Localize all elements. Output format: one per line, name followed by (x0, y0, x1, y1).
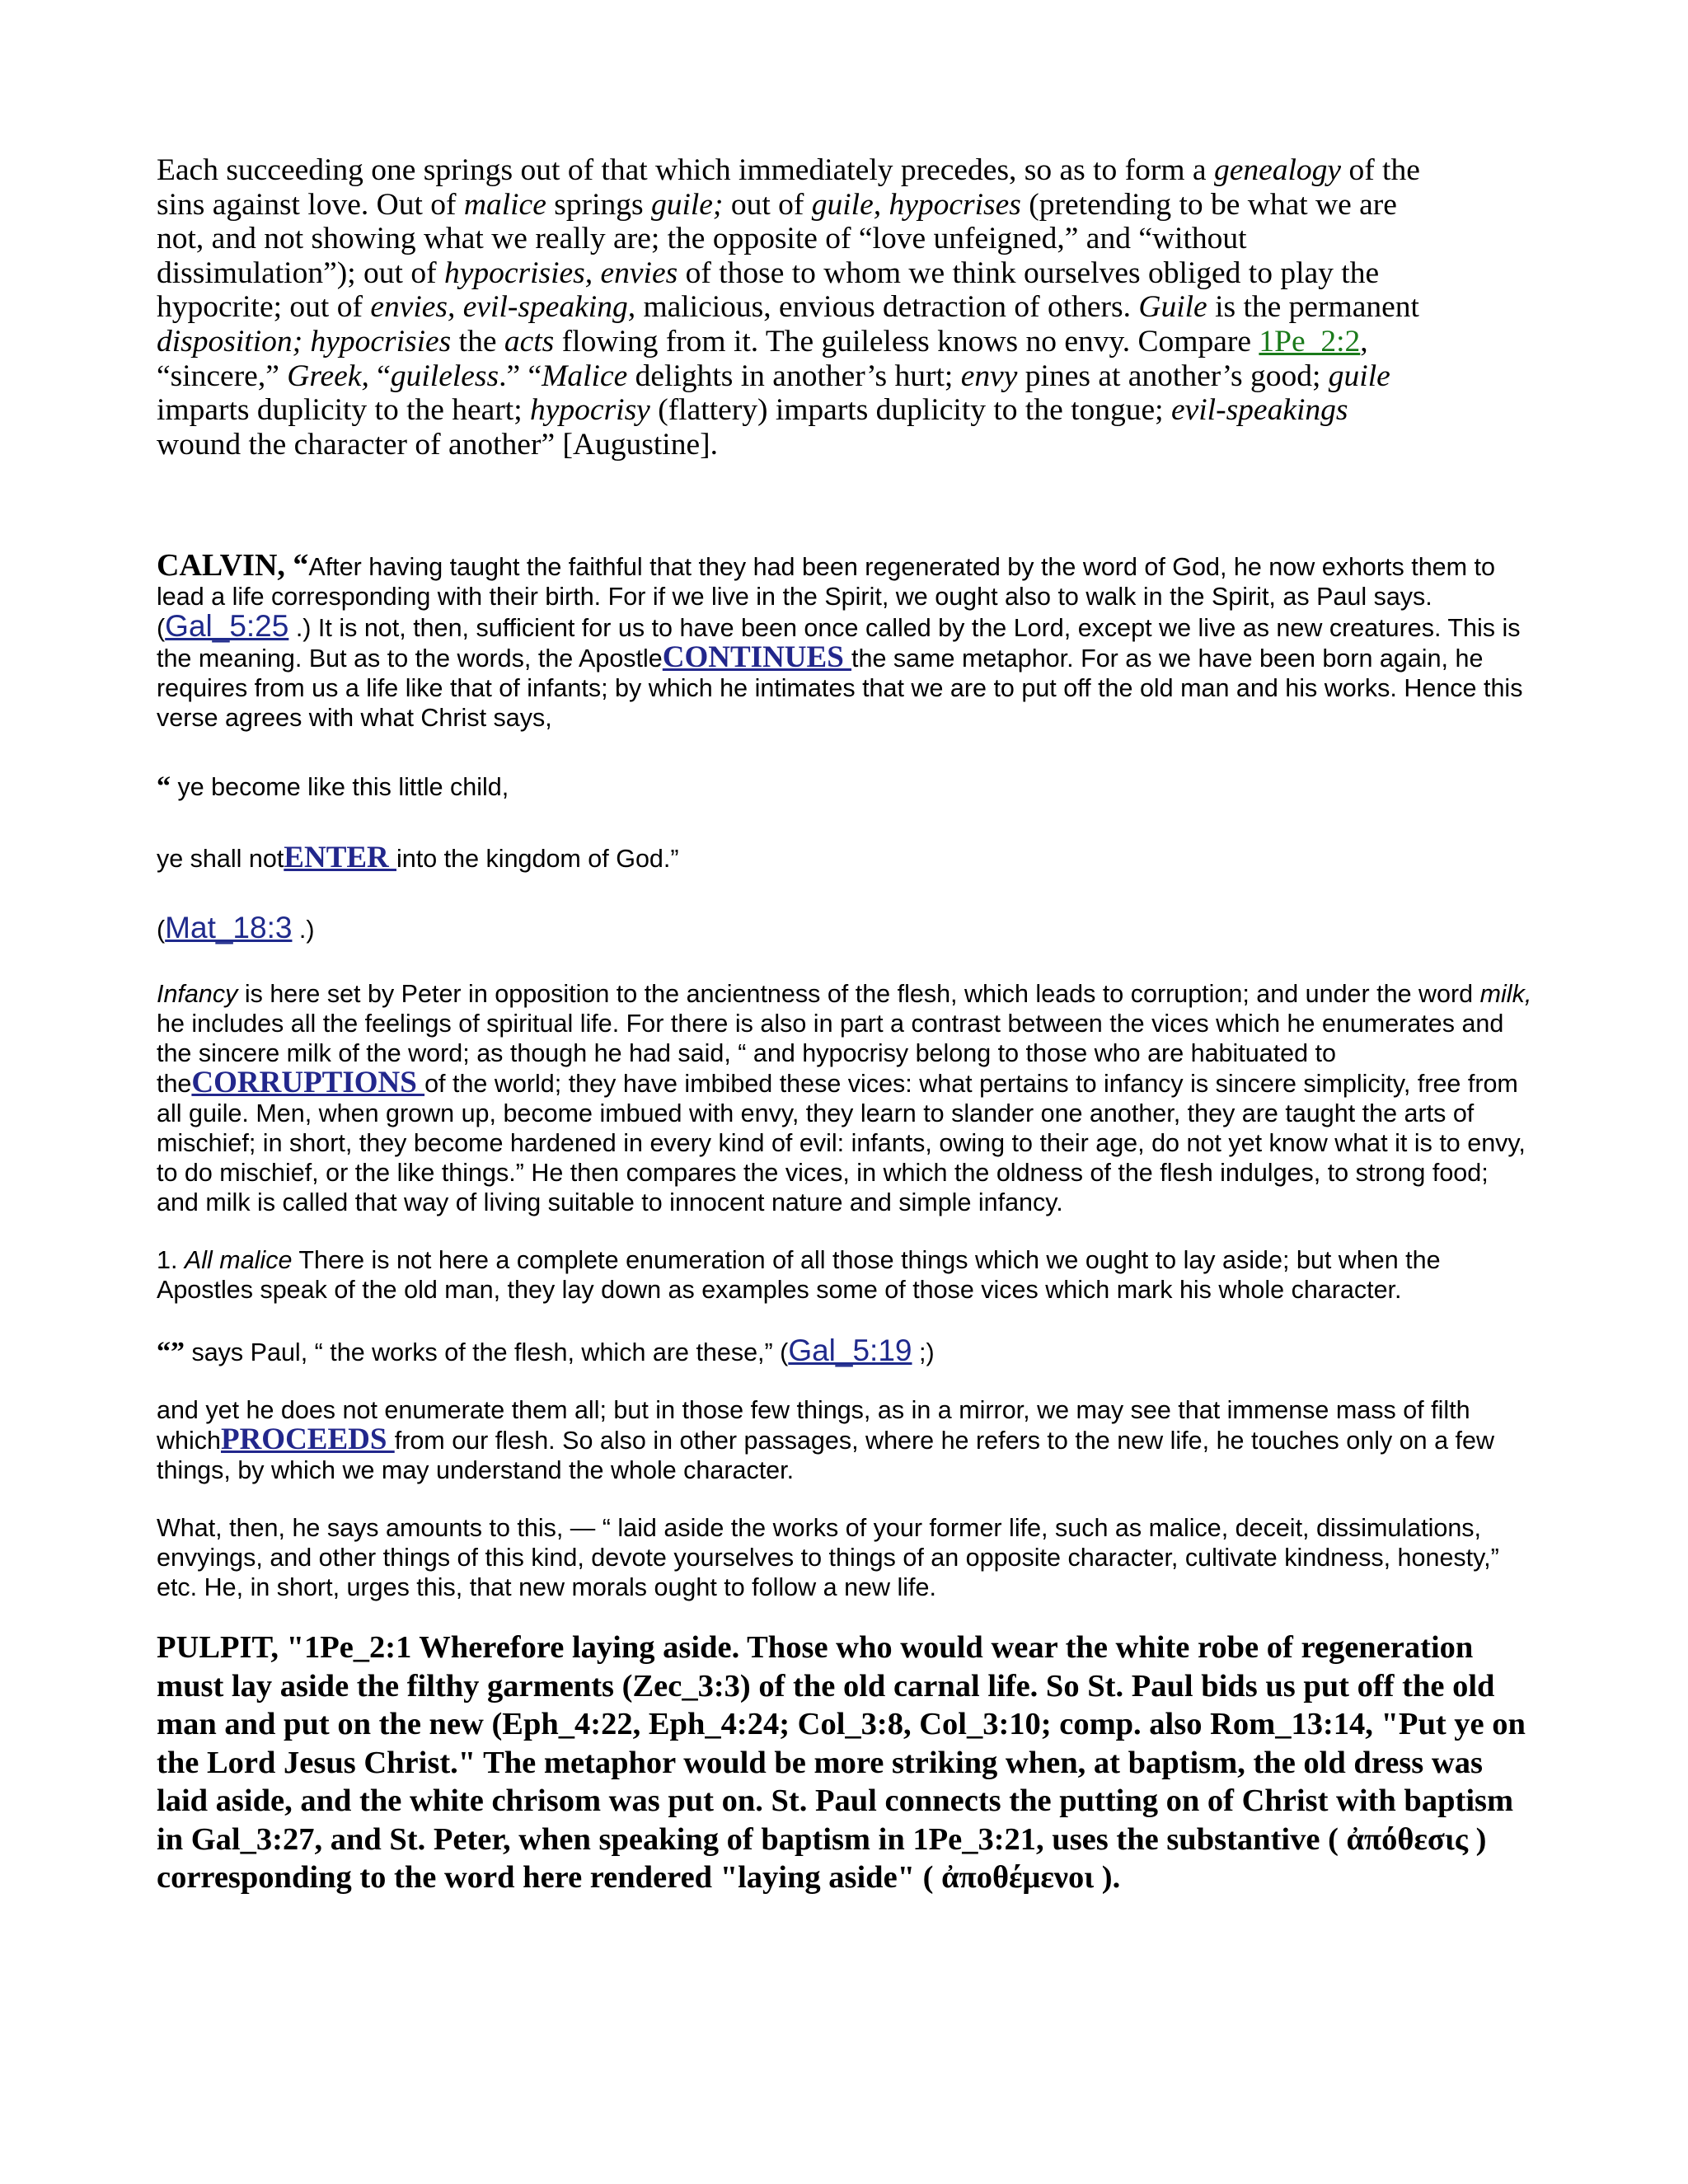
word-link-continues[interactable]: CONTINUES (662, 640, 852, 675)
text-run: wound the character of another” [Augustine]. (157, 427, 718, 462)
scripture-link-gal-5-19[interactable]: Gal_5:19 (788, 1333, 912, 1368)
calvin-paragraph-intro (157, 548, 1533, 733)
text-run: “ (368, 359, 391, 393)
italic-text: milk, (1479, 980, 1532, 1009)
italic-text: guile (1328, 359, 1390, 393)
calvin-quote-line (157, 772, 1533, 802)
document-page (157, 153, 1533, 1897)
calvin-paul-line (157, 1333, 1533, 1368)
text-run: ( (157, 614, 166, 643)
scripture-link-gal-5-25[interactable]: Gal_5:25 (165, 609, 289, 644)
text-run: (flattery) imparts duplicity to the tongue; (649, 393, 1171, 428)
word-link-enter[interactable]: ENTER (284, 841, 397, 875)
italic-text: evil-speakings (1170, 393, 1348, 428)
italic-text: hypocrisy (530, 393, 650, 428)
text-run: out of (723, 187, 812, 222)
text-run: After having taught the faithful that they had been regenerated by the word of God, he now exhorts them to lead a life corresponding with their birth. For if we live in the Spirit, we ought also to walk in the Spirit, as Paul says. (157, 553, 1495, 612)
calvin-paragraph-all-malice (157, 1245, 1533, 1305)
italic-text: guile, hypocrises (811, 187, 1021, 222)
word-link-proceeds[interactable]: PROCEEDS (220, 1422, 395, 1457)
commentary-paragraph-genealogy (157, 153, 1533, 462)
text-run: of those to whom we think ourselves obliged to play the (678, 255, 1380, 290)
calvin-paragraph-infancy (157, 979, 1533, 1217)
italic-text: genealogy (1213, 153, 1342, 187)
italic-text: disposition; hypocrisies (157, 324, 452, 359)
text-run: Each succeeding one springs out of that which immediately precedes, so as to form a (157, 153, 1214, 187)
scripture-link-1pe-2-2[interactable]: 1Pe_2:2 (1259, 324, 1361, 359)
italic-text: guileless (390, 359, 499, 393)
calvin-heading: CALVIN, “ (157, 548, 309, 583)
text-run: ye shall not (157, 845, 284, 874)
text-run: not, and not showing what we really are; the opposite of “love unfeigned,” and “without (157, 222, 1247, 256)
italic-text: envy (960, 359, 1018, 393)
text-run: he includes all the feelings of spiritual life. For there is also in part a contrast between the vices which he enumerates and the sincere milk of the word; as though he had said, “ and hypocrisy belong to those who are habituated to the (157, 1010, 1504, 1099)
text-run: and yet he does not enumerate them all; but in those few things, as in a mirror, we may see that immense mass of filth which (157, 1396, 1470, 1455)
text-run: is the permanent (1207, 290, 1419, 325)
italic-text: Malice (542, 359, 628, 393)
quote-mark: “” (157, 1337, 185, 1368)
text-run: delights in another’s hurt; (627, 359, 961, 393)
text-run: .) It is not, then, sufficient for us to have been once called by the Lord, except we live as new creatures. This is the meaning. But as to the words, the Apostle (157, 614, 1521, 673)
calvin-mat-ref-line (157, 913, 1533, 944)
text-run: (pretending to be what we are (1020, 187, 1397, 222)
text-run: the same metaphor. For as we have been born again, he requires from us a life like that of infants; by which he intimates that we are to put off the old man and his works. Hence this verse agrees with what Christ says, (157, 644, 1523, 733)
text-run: dissimulation”); out of (157, 255, 444, 290)
calvin-paragraph-summary: What, then, he says amounts to this, — “ laid aside the works of your former life, such as malice, deceit, dissimulations, envyings, and other things of this kind, devote yourselves to things of an opposite character, cultivate kindness, honesty,” etc. He, in short, urges this, that new morals ought to follow a new life. (157, 1514, 1499, 1602)
italic-text: envies, evil-speaking, (370, 290, 636, 325)
text-run: from our flesh. So also in other passages, where he refers to the new life, he touches only on a few things, by which we may understand the whole character. (157, 1427, 1494, 1485)
text-run: hypocrite; out of (157, 290, 371, 325)
italic-text: Infancy (157, 980, 238, 1009)
text-run: .) (292, 916, 315, 944)
italic-text: Guile (1138, 290, 1207, 325)
text-run: malicious, envious detraction of others. (635, 290, 1139, 325)
scripture-link-mat-18-3[interactable]: Mat_18:3 (165, 911, 293, 945)
italic-text: All malice (184, 1246, 293, 1275)
italic-text: guile; (650, 187, 724, 222)
text-run: the (451, 324, 504, 359)
text-run: “sincere,” (157, 359, 288, 393)
text-run: into the kingdom of God.” (396, 845, 679, 874)
text-run: imparts duplicity to the heart; (157, 393, 531, 428)
quote-mark: “ (157, 771, 171, 803)
calvin-enter-line (157, 843, 1533, 874)
text-run: sins against love. Out of (157, 187, 464, 222)
text-run: , (1360, 324, 1368, 359)
text-run: There is not here a complete enumeration of all those things which we ought to lay aside; but when the Apostles speak of the old man, they lay down as examples some of those vices which mark his whole character. (157, 1246, 1441, 1305)
text-run: ye become like this little child, (171, 773, 509, 802)
pulpit-paragraph: PULPIT, "1Pe_2:1 Wherefore laying aside. Those who would wear the white robe of regeneration must lay aside the filthy garments (Zec_3:3) of the old carnal life. So St. Paul bids us put off the old man and put on the new (Eph_4:22, Eph_4:24; Col_3:8, Col_3:10; comp. also Rom_13:14, "Put ye on the Lord Jesus Christ." The metaphor would be more striking when, at baptism, the old dress was laid aside, and the white chrisom was put on. St. Paul connects the putting on of Christ with baptism in Gal_3:27, and St. Peter, when speaking of baptism in 1Pe_3:21, uses the substantive ( ἀπόθεσις ) corresponding to the word here rendered "laying aside" ( ἀποθέμενοι ). (157, 1630, 1526, 1896)
text-run: is here set by Peter in opposition to the ancientness of the flesh, which leads to corruption; and under the word (237, 980, 1480, 1009)
text-run: says Paul, “ the works of the flesh, which are these,” ( (185, 1338, 789, 1367)
italic-text: hypocrisies, envies (443, 255, 678, 290)
text-run: of the (1341, 153, 1420, 187)
italic-text: acts (504, 324, 555, 359)
text-run: flowing from it. The guileless knows no envy. Compare (554, 324, 1259, 359)
text-run: pines at another’s good; (1017, 359, 1329, 393)
text-run: ;) (912, 1338, 935, 1367)
text-run: ( (157, 916, 166, 944)
text-run: 1. (157, 1246, 185, 1275)
word-link-corruptions[interactable]: CORRUPTIONS (191, 1066, 425, 1100)
text-run: .” “ (499, 359, 542, 393)
text-run: springs (546, 187, 651, 222)
italic-text: malice (463, 187, 546, 222)
text-run: of the world; they have imbibed these vices: what pertains to infancy is sincere simplicity, free from all guile. Men, when grown up, become imbued with envy, they learn to slander one another, they are taught the arts of mischief; in short, they become hardened in every kind of evil: infants, owing to their age, do not yet know what it is to envy, to do mischief, or the like things.” He then compares the vices, in which the oldness of the flesh indulges, to strong food; and milk is called that way of living suitable to innocent nature and simple infancy. (157, 1070, 1526, 1217)
italic-text: Greek, (287, 359, 369, 393)
calvin-paragraph-filth (157, 1395, 1533, 1485)
